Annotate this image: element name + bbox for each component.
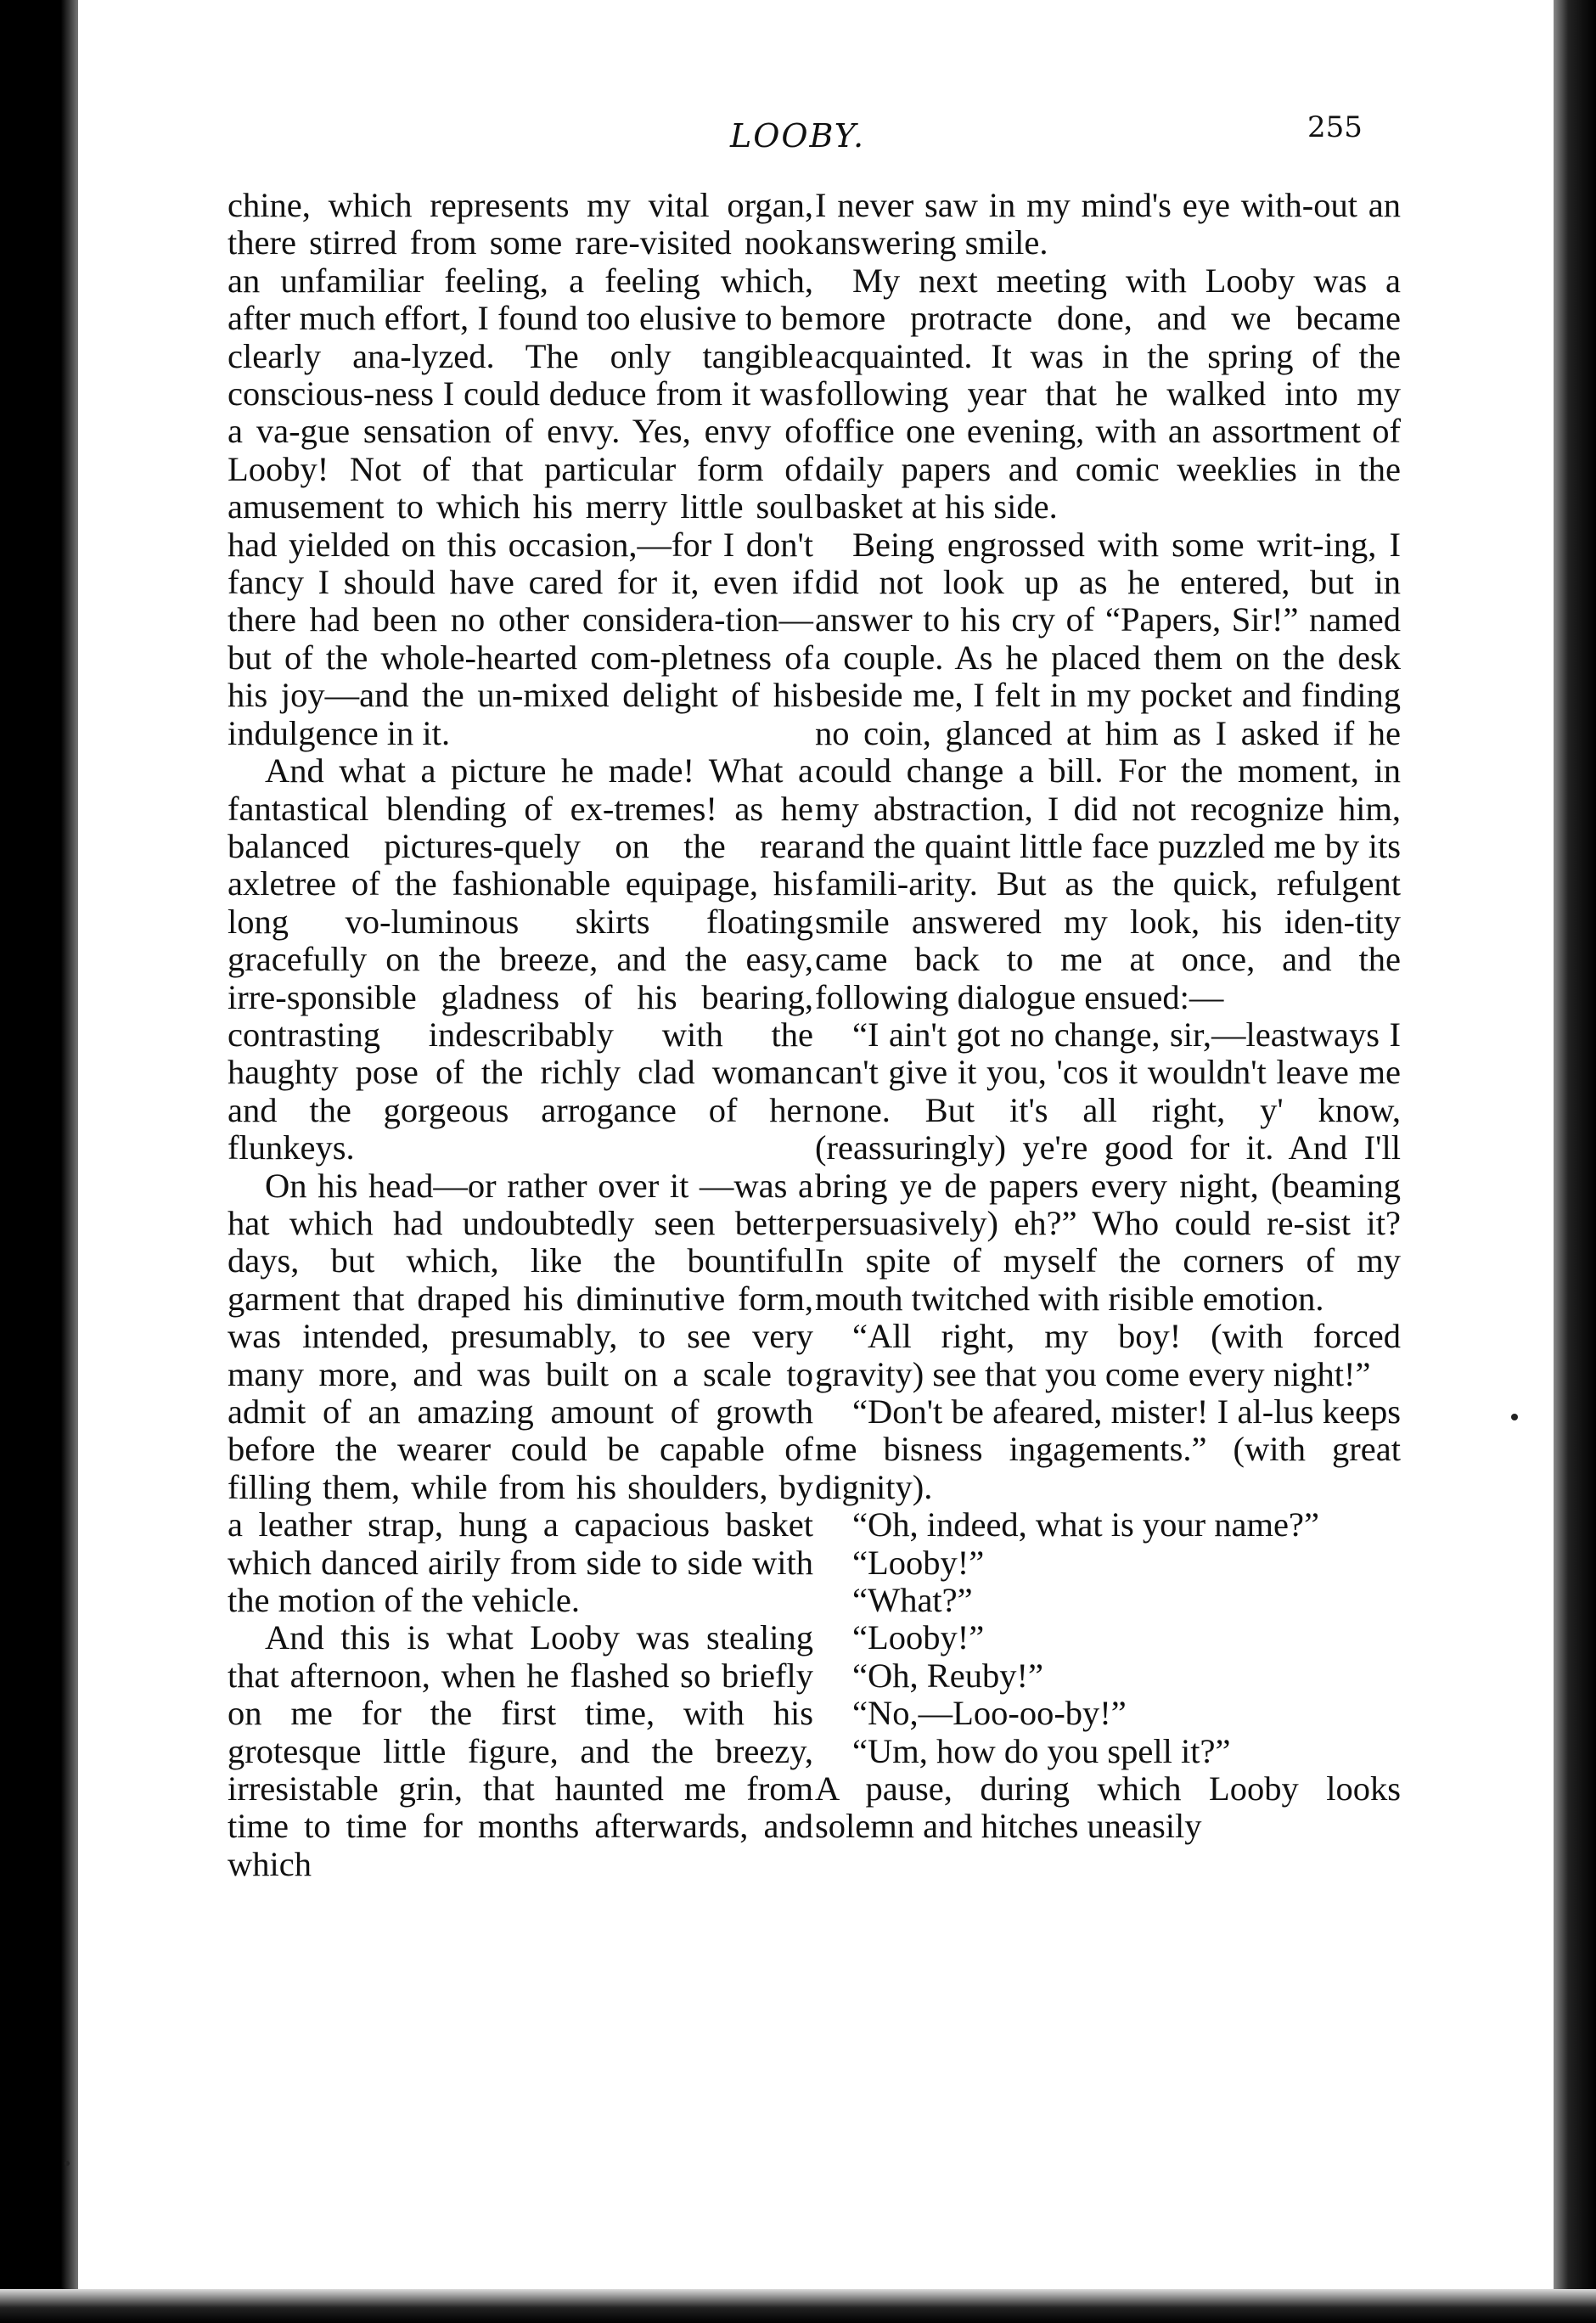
page-number: 255 xyxy=(1307,110,1363,144)
paragraph: chine, which represents my vital organ, there stirred from some rare-visited nook an unfamiliar feeling, a feeling which, after much effort, I found too elusive to be clearly ana-lyzed. The only tangible conscious-ness I could deduce from it was a va-gue sensation of envy. Yes, envy of Looby! Not of that particular form of amusement to which his merry little soul had yielded on this occasion,—for I don't fancy I should have cared for it, even if there had been no other considera-tion—but of the whole-hearted com-pletness of his joy—and the un-mixed delight of his indulgence in it. xyxy=(228,186,813,752)
paragraph: And what a picture he made! What a fantastical blending of ex-tremes! as he balanced pictures-quely on the rear axletree of the fashionable equipage, his long vo-luminous skirts floating gracefully on the breeze, and the easy, irre-sponsible gladness of his bearing, contrasting indescribably with the haughty pose of the richly clad woman and the gorgeous arrogance of her flunkeys. xyxy=(228,751,813,1167)
running-header: LOOBY. xyxy=(730,117,866,155)
left-column xyxy=(228,187,813,1883)
paragraph: “Oh, indeed, what is your name?” xyxy=(852,1505,1319,1544)
paragraph: And this is what Looby was stealing that afternoon, when he flashed so briefly on me for the first time, with his grotesque little figure, and the breezy, irresistable grin, that haunted me from time to time for months afterwards, and which xyxy=(228,1618,813,1883)
paragraph: “Um, how do you spell it?” xyxy=(852,1731,1231,1770)
paragraph: A pause, during which Looby looks solemn and hitches uneasily xyxy=(815,1769,1401,1846)
paragraph: On his head—or rather over it —was a hat which had undoubtedly seen better days, but which, like the bountiful garment that draped his diminutive form, was intended, presumably, to see very many more, and was built on a scale to admit of an amazing amount of growth before the wearer could be capable of filling them, while from his shoulders, by a leather strap, hung a capacious basket which danced airily from side to side with the motion of the vehicle. xyxy=(228,1166,813,1620)
page-bottom-edge xyxy=(0,2289,1596,2323)
paragraph: I never saw in my mind's eye with-out an answering smile. xyxy=(815,186,1401,262)
paragraph: “Looby!” xyxy=(852,1618,985,1657)
paragraph: “I ain't got no change, sir,—leastways I can't give it you, 'cos it wouldn't leave me none. But it's all right, y' know, (reassuringly) ye're good for it. And I'll bring ye de papers every night, (beaming persuasively) eh?” Who could re-sist it? In spite of myself the corners of my mouth twitched with risible emotion. xyxy=(815,1015,1401,1318)
paragraph: “Don't be afeared, mister! I al-lus keeps me bisness ingagements.” (with great dignity). xyxy=(815,1392,1401,1506)
paragraph: My next meeting with Looby was a more protracte done, and we became acquainted. It was in the spring of the following year that he walked into my office one evening, with an assortment of daily papers and comic weeklies in the basket at his side. xyxy=(815,261,1401,526)
book-edge-right xyxy=(1554,0,1596,2323)
paragraph: Being engrossed with some writ-ing, I did not look up as he entered, but in answer to his cry of “Papers, Sir!” named a couple. As he placed them on the desk beside me, I felt in my pocket and finding no coin, glanced at him as I asked if he could change a bill. For the moment, in my abstraction, I did not recognize him, and the quaint little face puzzled me by its famili-arity. But as the quick, refulgent smile answered my look, his iden-tity came back to me at once, and the following dialogue ensued:— xyxy=(815,525,1401,1016)
paragraph: “What?” xyxy=(852,1581,973,1620)
paragraph: “No,—Loo-oo-by!” xyxy=(852,1694,1127,1733)
paragraph: “Looby!” xyxy=(852,1543,985,1582)
book-spine-left xyxy=(0,0,78,2323)
paragraph: “All right, my boy! (with forced gravity) see that you come every night!” xyxy=(815,1317,1401,1393)
print-speck xyxy=(65,2161,70,2166)
paragraph: “Oh, Reuby!” xyxy=(852,1656,1043,1695)
print-speck xyxy=(1511,1414,1518,1420)
right-column xyxy=(815,187,1401,1846)
